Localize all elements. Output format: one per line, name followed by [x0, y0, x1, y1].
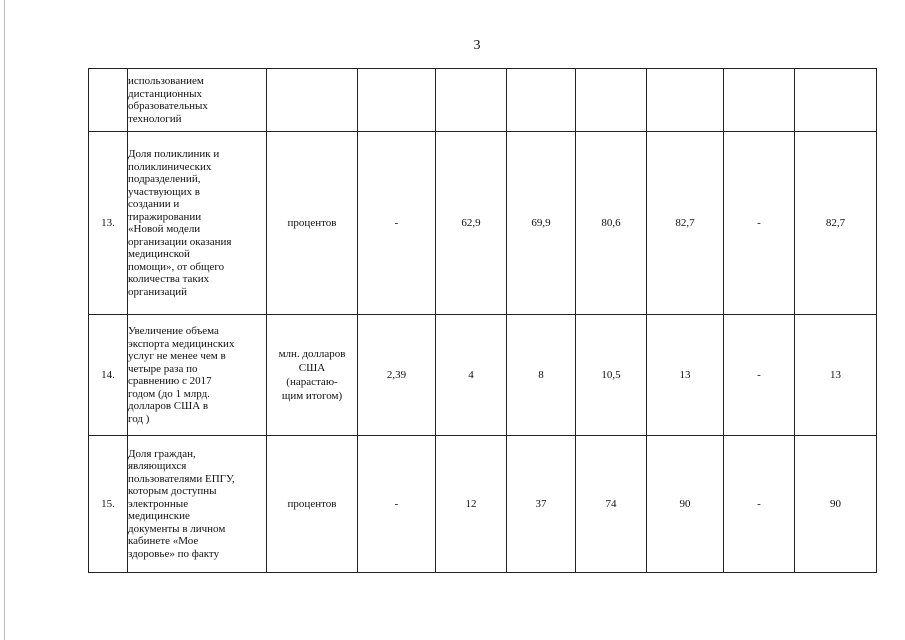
row-number-cell: 13. — [89, 132, 128, 315]
indicators-table — [88, 68, 877, 573]
value-cell — [358, 69, 436, 132]
value-cell — [795, 69, 877, 132]
value-cell: 62,9 — [436, 132, 507, 315]
value-cell: 74 — [576, 436, 647, 573]
value-cell: - — [724, 315, 795, 436]
value-cell: 13 — [647, 315, 724, 436]
unit-text: млн. долларов США (нарастаю- щим итогом) — [278, 348, 346, 402]
row-number-cell: 14. — [89, 315, 128, 436]
table-row — [89, 69, 877, 132]
value-cell: - — [358, 132, 436, 315]
value-cell — [647, 69, 724, 132]
indicator-name-cell — [128, 132, 267, 315]
value-cell: - — [724, 436, 795, 573]
indicator-name-cell — [128, 315, 267, 436]
unit-cell — [267, 69, 358, 132]
value-cell — [436, 69, 507, 132]
value-cell: 69,9 — [507, 132, 576, 315]
value-cell: 90 — [795, 436, 877, 573]
indicator-name-text: Доля граждан, являющихся пользователями ЕПГУ, которым доступны электронные медицинские документы в личном кабинете «Мое здоровье» по факту — [128, 447, 235, 560]
row-number-cell: 15. — [89, 436, 128, 573]
value-cell: 12 — [436, 436, 507, 573]
table-row — [89, 436, 877, 573]
indicator-name-text: использованием дистанционных образовательных технологий — [128, 75, 208, 125]
page-number: 3 — [473, 38, 481, 53]
table-row — [89, 315, 877, 436]
indicator-name-cell — [128, 69, 267, 132]
unit-cell — [267, 436, 358, 573]
value-cell — [576, 69, 647, 132]
unit-cell — [267, 315, 358, 436]
table-row — [89, 132, 877, 315]
value-cell: 10,5 — [576, 315, 647, 436]
value-cell: 90 — [647, 436, 724, 573]
page-edge-line — [4, 0, 5, 640]
indicator-name-text: Доля поликлиник и поликлинических подразделений, участвующих в создании и тиражировании «Новой модели организации оказания медицинской помощи», от общего количества таких организаций — [128, 148, 232, 298]
value-cell: - — [358, 436, 436, 573]
value-cell: - — [724, 132, 795, 315]
unit-text: процентов — [287, 498, 337, 510]
indicator-name-text: Увеличение объема экспорта медицинских услуг не менее чем в четыре раза по сравнению с 2017 годом (до 1 млрд. долларов США в год ) — [128, 325, 235, 425]
value-cell: 82,7 — [795, 132, 877, 315]
value-cell — [507, 69, 576, 132]
value-cell: 2,39 — [358, 315, 436, 436]
value-cell: 4 — [436, 315, 507, 436]
unit-text: процентов — [287, 217, 337, 229]
value-cell: 37 — [507, 436, 576, 573]
value-cell: 82,7 — [647, 132, 724, 315]
value-cell: 80,6 — [576, 132, 647, 315]
indicator-name-cell — [128, 436, 267, 573]
value-cell — [724, 69, 795, 132]
value-cell: 8 — [507, 315, 576, 436]
unit-cell — [267, 132, 358, 315]
row-number-cell — [89, 69, 128, 132]
value-cell: 13 — [795, 315, 877, 436]
